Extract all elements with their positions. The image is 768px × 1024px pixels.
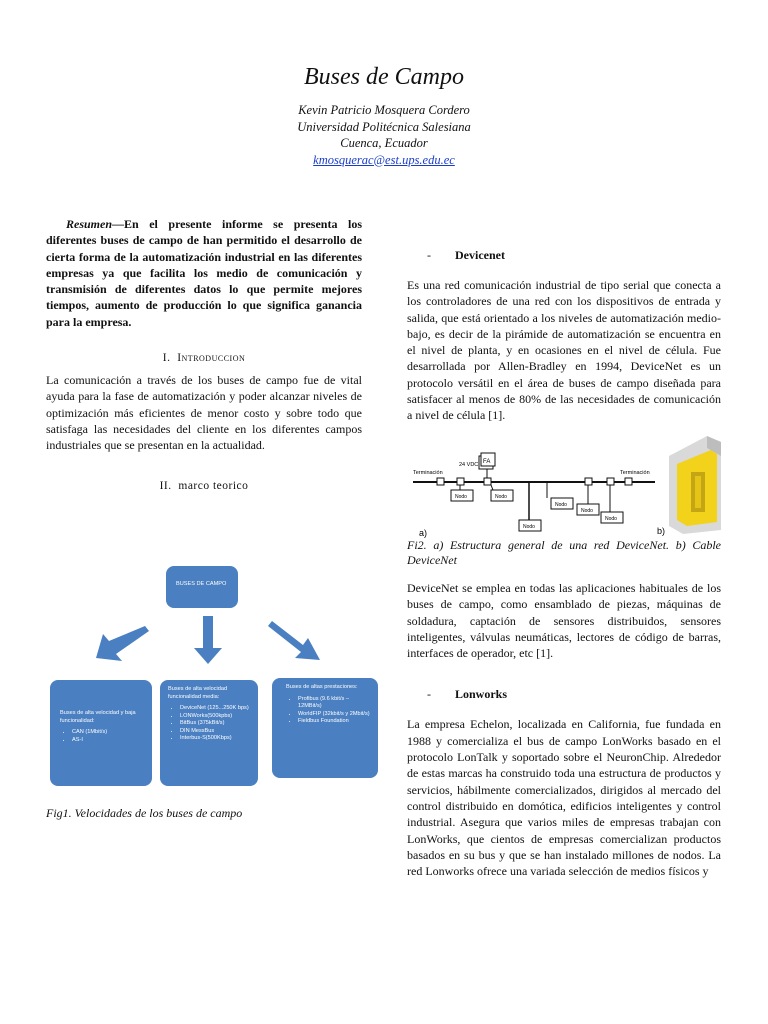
author-block (0, 102, 768, 168)
devicenet-paragraph: Es una red comunicación industrial de tipo serial que conecta a los controladores de una red con los dispositivos de entrada y salida, que está orientado a los niveles de automatización medio-bajo, es decir de la pirámide de automatización se encuentra en el nivel de planta, y en ocasiones en el nivel de célula. Fue desarrollada por Allen-Bradley en 1994, DeviceNet es un protocolo versátil en el área de buses de campo diseñada para satisfacer al menos de 80% de las necesidades de comunicación a nivel de célula [1]. (407, 278, 721, 423)
section-heading-marco-teorico (46, 480, 362, 492)
subsection-heading-lonworks (407, 687, 721, 702)
lonworks-paragraph: La empresa Echelon, localizada en California, fue fundada en 1988 y comercializa el bus de campo LonWorks basado en el protocolo LonTalk y soportado sobre el NeuronChip. Alrededor de estas marcas ha construido toda una estructura de productos y servicios, hábilmente comercializados, dirigidos al mercado del control distribuido en domótica, edificios inteligentes y control industrial. Asegura que varios miles de empresas trabajan con LonWorks, que cientos de empresas comercializan productos basados en su bus y que se han instalado millones de nodos. La red Lonworks ofrece una variada selección de medios físicos y (407, 717, 721, 879)
box-list (168, 705, 252, 743)
abstract-body: —En el presente informe se presenta los diferentes buses de campo de han permitido el desarrollo de cierta forma de la automatización industrial en las diferentes empresas ya que facilita los medio de comunicación y transmisión de diferentes datos lo que permite mejores tiempos, aumento de producción lo que significa ganancia para la empresa. (46, 217, 362, 329)
heading-dash: - (427, 687, 431, 702)
box-list-item: • WorldFIP (32kbit/s y 2Mbit/s) (298, 711, 372, 719)
box-list-item: • AS-I (72, 737, 146, 745)
node-label: Nodo (581, 508, 593, 514)
tap-box (625, 478, 632, 485)
box-baja-funcionalidad (50, 680, 152, 786)
heading-dash: - (427, 248, 431, 262)
introduccion-paragraph: La comunicación a través de los buses de campo fue de vital ayuda para la fase de automatización y poder alcanzar niveles de optimización más eficientes de menor costo y sobre todo que satisfaga las necesidades del cliente en los diferentes campos industriales que se presentan en la actualidad. (46, 373, 362, 453)
arrow-down-icon (194, 616, 222, 664)
section-heading-introduccion (46, 352, 362, 364)
box-title: Buses de alta velocidad funcionalidad media: (168, 686, 228, 700)
box-buses-de-campo (166, 566, 238, 608)
author-email-link[interactable]: kmosquerac@est.ups.edu.ec (313, 152, 455, 167)
devicenet-diagram (407, 434, 721, 538)
author-institution: Universidad Politécnica Salesiana (297, 119, 471, 134)
node-label: Nodo (455, 494, 467, 500)
arrow-left-icon (96, 626, 149, 661)
section-number: I. (162, 352, 171, 365)
figure-2-caption: Fi2. a) Estructura general de una red DeviceNet. b) Cable DeviceNet (407, 538, 721, 567)
figure-1-caption: Fig1. Velocidades de los buses de campo (46, 806, 243, 820)
node-label: Nodo (495, 494, 507, 500)
box-list-item: • LONWorks(500kpbs) (180, 713, 252, 721)
right-column (407, 248, 721, 424)
box-list-item: • Fieldbus Foundation (298, 718, 372, 726)
abstract (46, 216, 362, 330)
termination-left-label: Terminación (413, 470, 443, 476)
subsection-title: Lonworks (455, 687, 508, 702)
arrow-right-icon (268, 621, 320, 660)
cable-devicenet-image (669, 436, 721, 534)
devicenet-applications-paragraph: DeviceNet se emplea en todas las aplicaciones habituales de los buses de campo, como ensamblado de piezas, máquinas de soldadura, captación de sensores distribuidos, sensores inteligentes, válvulas neumáticas, lectores de código de barras, interfaces de operador, etc [1]. (407, 581, 721, 661)
box-list-item: • DIN MessBus (180, 728, 252, 736)
subsection-heading-devicenet (407, 248, 721, 263)
section-number: II. (159, 479, 172, 492)
fa-label: FA (483, 459, 491, 465)
tap-box (437, 478, 444, 485)
node-label: Nodo (523, 524, 535, 530)
section-title: Introduccion (177, 352, 246, 365)
box-list-item: • BitBus (375kBit/s) (180, 720, 252, 728)
node-label: Nodo (605, 516, 617, 522)
author-location: Cuenca, Ecuador (340, 136, 428, 150)
author-name: Kevin Patricio Mosquera Cordero (298, 103, 470, 117)
left-column (46, 216, 362, 492)
box-list-item: • DeviceNet (125...250K bps) (180, 705, 252, 713)
box-list (286, 696, 372, 726)
label-b: b) (657, 526, 666, 536)
box-list (60, 729, 146, 744)
box-title: Buses de alta velocidad y baja funcionalidad: (60, 710, 136, 724)
box-list-item: • Interbus-S(500Kbps) (180, 735, 252, 743)
figure-2 (407, 434, 721, 538)
box-title: Buses de altas prestaciones: (286, 684, 358, 690)
box-altas-prestaciones (272, 678, 378, 778)
box-list-item: • Profibus (9.6 kbit/s – 12MBit/s) (298, 696, 372, 711)
figure-1 (46, 560, 378, 790)
box-title: BUSES DE CAMPO (176, 581, 227, 587)
termination-right-label: Terminación (620, 470, 650, 476)
box-list-item: • CAN (1Mbit/s) (72, 729, 146, 737)
abstract-lead: Resumen (66, 217, 113, 231)
section-title: marco teorico (178, 479, 249, 492)
right-column-lower (407, 538, 721, 879)
power-supply-label: 24 VDC (459, 462, 479, 468)
node-label: Nodo (555, 502, 567, 508)
label-a: a) (419, 528, 428, 538)
subsection-title: Devicenet (455, 248, 505, 262)
paper-title: Buses de Campo (304, 64, 464, 90)
box-funcionalidad-media (160, 680, 258, 786)
